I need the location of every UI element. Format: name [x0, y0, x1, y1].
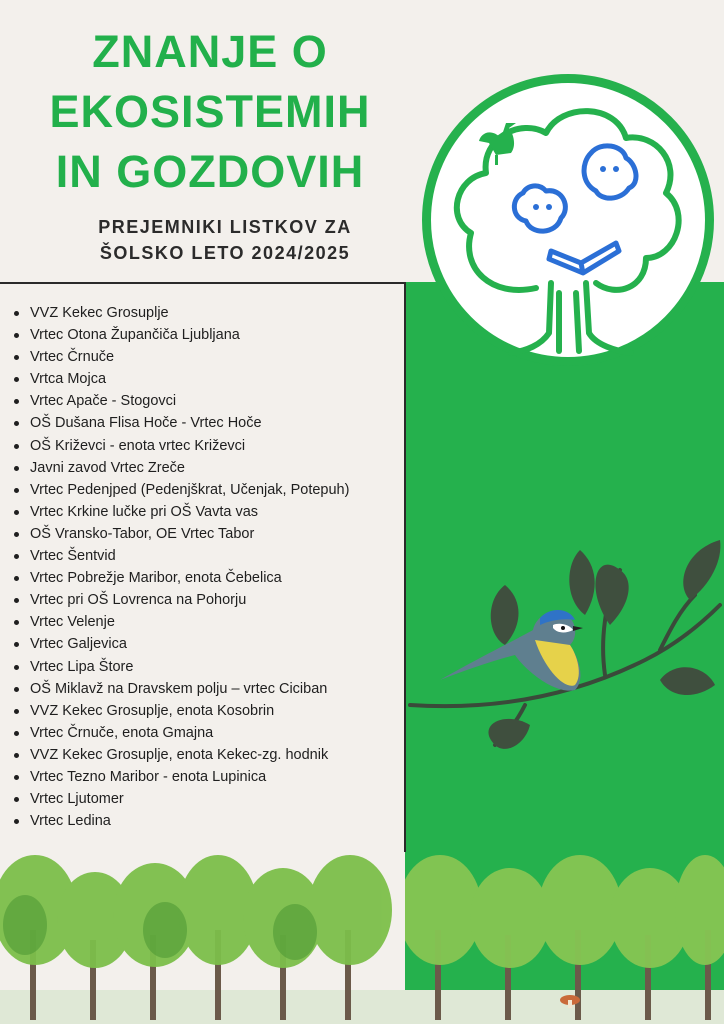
- page-title: [0, 22, 420, 202]
- list-item: Vrtca Mojca: [12, 368, 402, 390]
- list-item: Vrtec Otona Župančiča Ljubljana: [12, 324, 402, 346]
- forest-trees-icon: [0, 840, 405, 1024]
- title-line: EKOSISTEMIH: [49, 86, 371, 137]
- bird-on-branch-icon: [405, 530, 724, 760]
- recipients-list: [12, 302, 402, 832]
- list-item: Vrtec Šentvid: [12, 545, 402, 567]
- list-item: Vrtec Velenje: [12, 611, 402, 633]
- list-item: OŠ Vransko-Tabor, OE Vrtec Tabor: [12, 523, 402, 545]
- list-item: OŠ Križevci - enota vrtec Križevci: [12, 435, 402, 457]
- title-line: ZNANJE O: [92, 26, 328, 77]
- list-item: Vrtec Apače - Stogovci: [12, 390, 402, 412]
- page-subtitle: [0, 214, 450, 266]
- list-item: Vrtec Galjevica: [12, 633, 402, 655]
- list-item: VVZ Kekec Grosuplje, enota Kekec-zg. hodnik: [12, 744, 402, 766]
- list-item: Vrtec Ljutomer: [12, 788, 402, 810]
- list-item: OŠ Miklavž na Dravskem polju – vrtec Ciciban: [12, 678, 402, 700]
- list-item: VVZ Kekec Grosuplje, enota Kosobrin: [12, 700, 402, 722]
- list-item: Vrtec Lipa Štore: [12, 656, 402, 678]
- list-item: Vrtec Tezno Maribor - enota Lupinica: [12, 766, 402, 788]
- list-item: Vrtec Pedenjped (Pedenjškrat, Učenjak, Potepuh): [12, 479, 402, 501]
- subtitle-line: PREJEMNIKI LISTKOV ZA: [98, 217, 352, 237]
- list-item: Vrtec Črnuče, enota Gmajna: [12, 722, 402, 744]
- horizontal-divider: [0, 282, 405, 284]
- list-item: Vrtec Pobrežje Maribor, enota Čebelica: [12, 567, 402, 589]
- list-item: Javni zavod Vrtec Zreče: [12, 457, 402, 479]
- list-item: Vrtec Črnuče: [12, 346, 402, 368]
- list-item: Vrtec Ledina: [12, 810, 402, 832]
- list-item: Vrtec pri OŠ Lovrenca na Pohorju: [12, 589, 402, 611]
- title-line: IN GOZDOVIH: [55, 146, 365, 197]
- tree-logo-icon: [431, 83, 705, 357]
- logo-circle: [422, 74, 714, 366]
- list-item: OŠ Dušana Flisa Hoče - Vrtec Hoče: [12, 412, 402, 434]
- list-item: Vrtec Krkine lučke pri OŠ Vavta vas: [12, 501, 402, 523]
- list-item: VVZ Kekec Grosuplje: [12, 302, 402, 324]
- forest-trees-icon: [405, 840, 724, 1024]
- subtitle-line: ŠOLSKO LETO 2024/2025: [99, 243, 351, 263]
